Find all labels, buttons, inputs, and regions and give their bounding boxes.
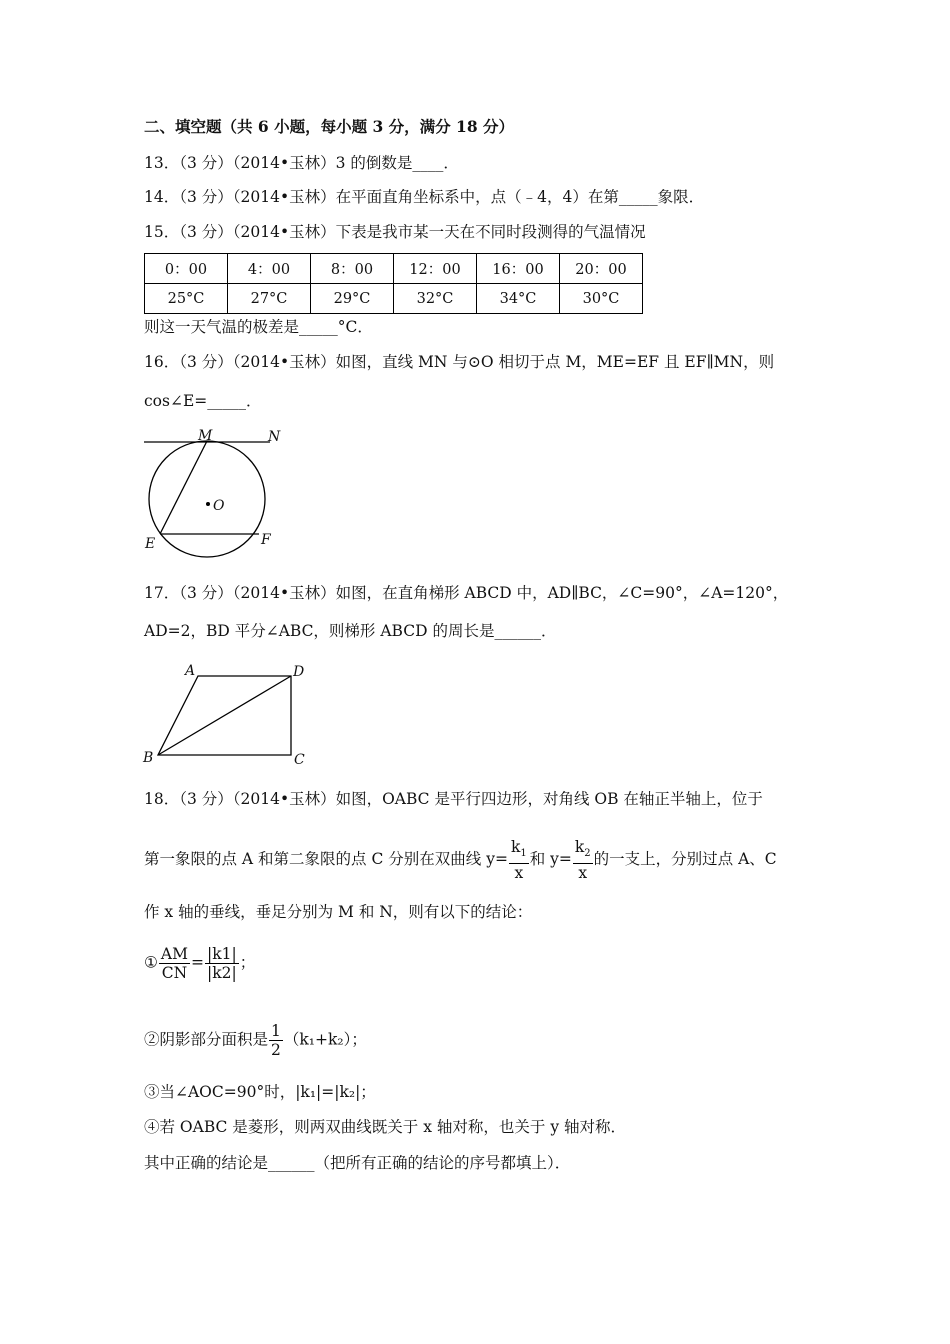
label-a: A	[185, 663, 196, 679]
table-cell: 0：00	[145, 254, 228, 284]
label-c: C	[294, 752, 305, 768]
question-16: 16．（3 分）（2014•玉林）如图，直线 MN 与⊙O 相切于点 M，ME=EF 且 EF∥MN，则	[144, 353, 775, 371]
text-segment: ；	[239, 953, 256, 972]
circle-o	[149, 441, 265, 557]
table-cell: 12：00	[394, 254, 477, 284]
question-18-line3: 作 x 轴的垂线，垂足分别为 M 和 N，则有以下的结论：	[144, 903, 533, 921]
conclusion-3: ③当∠AOC=90°时，|k₁|=|k₂|；	[144, 1083, 376, 1101]
label-o: O	[213, 498, 225, 514]
question-18-line2	[144, 838, 777, 882]
table-row	[145, 284, 643, 314]
fraction-denominator: 2	[271, 1041, 281, 1059]
fraction-denominator: CN	[161, 964, 188, 982]
fraction-denominator: x	[578, 864, 588, 883]
subscript: 2	[584, 848, 591, 860]
fraction-numerator: k	[574, 838, 585, 856]
text-segment: =	[190, 953, 204, 972]
fraction-am-cn	[159, 945, 190, 982]
fraction-k1-x	[509, 838, 529, 882]
fraction-one-half	[269, 1022, 283, 1059]
question-18: 18．（3 分）（2014•玉林）如图，OABC 是平行四边形，对角线 OB 在轴正半轴上，位于	[144, 790, 763, 808]
section-title: 二、填空题（共 6 小题，每小题 3 分，满分 18 分）	[144, 117, 515, 136]
table-cell: 27°C	[228, 284, 311, 314]
fraction-numerator: AM	[160, 945, 188, 963]
question-14: 14．（3 分）（2014•玉林）在平面直角坐标系中，点（﹣4，4）在第_____象限．	[144, 188, 705, 206]
table-cell: 29°C	[311, 284, 394, 314]
fraction-denominator: |k2|	[206, 964, 237, 982]
trapezoid-figure	[140, 660, 320, 770]
question-18-final: 其中正确的结论是______（把所有正确的结论的序号都填上）．	[144, 1154, 571, 1172]
fraction-k1-k2	[205, 945, 239, 982]
circle-figure	[140, 422, 300, 557]
fraction-numerator: k	[510, 838, 521, 856]
text-segment: ①	[144, 953, 158, 972]
subscript: 1	[520, 848, 527, 860]
table-cell: 32°C	[394, 284, 477, 314]
table-cell: 8：00	[311, 254, 394, 284]
fraction-denominator: x	[514, 864, 524, 883]
question-13: 13．（3 分）（2014•玉林）3 的倒数是____．	[144, 154, 459, 172]
segment-me	[160, 441, 207, 534]
text-segment: 的一支上，分别过点 A、C	[593, 850, 777, 869]
label-m: M	[198, 428, 213, 444]
fraction-numerator: |k1|	[206, 945, 237, 963]
question-17: 17．（3 分）（2014•玉林）如图，在直角梯形 ABCD 中，AD∥BC，∠C=90°，∠A=120°，	[144, 584, 789, 602]
label-n: N	[268, 429, 281, 445]
table-row	[145, 254, 643, 284]
text-segment: （k₁+k₂）；	[283, 1030, 367, 1049]
text-segment: 和 y=	[529, 850, 572, 869]
table-cell: 25°C	[145, 284, 228, 314]
conclusion-1	[144, 945, 255, 982]
center-dot	[206, 502, 210, 506]
table-cell: 16：00	[477, 254, 560, 284]
label-d: D	[293, 664, 305, 680]
table-cell: 30°C	[560, 284, 643, 314]
question-15: 15．（3 分）（2014•玉林）下表是我市某一天在不同时段测得的气温情况	[144, 223, 646, 241]
question-17-line2: AD=2，BD 平分∠ABC，则梯形 ABCD 的周长是______．	[144, 622, 557, 640]
table-cell: 20：00	[560, 254, 643, 284]
conclusion-4: ④若 OABC 是菱形，则两双曲线既关于 x 轴对称，也关于 y 轴对称．	[144, 1118, 627, 1136]
table-cell: 4：00	[228, 254, 311, 284]
temperature-table	[144, 253, 643, 314]
question-15-after: 则这一天气温的极差是_____°C．	[144, 318, 373, 336]
label-b: B	[143, 750, 154, 766]
label-e: E	[145, 536, 156, 552]
table-cell: 34°C	[477, 284, 560, 314]
question-16-line2: cos∠E=_____．	[144, 392, 262, 410]
conclusion-2	[144, 1022, 367, 1059]
fraction-numerator: 1	[271, 1022, 281, 1040]
text-segment: 第一象限的点 A 和第二象限的点 C 分别在双曲线 y=	[144, 850, 508, 869]
text-segment: ②阴影部分面积是	[144, 1030, 269, 1049]
fraction-k2-x	[573, 838, 593, 882]
label-f: F	[261, 532, 271, 548]
